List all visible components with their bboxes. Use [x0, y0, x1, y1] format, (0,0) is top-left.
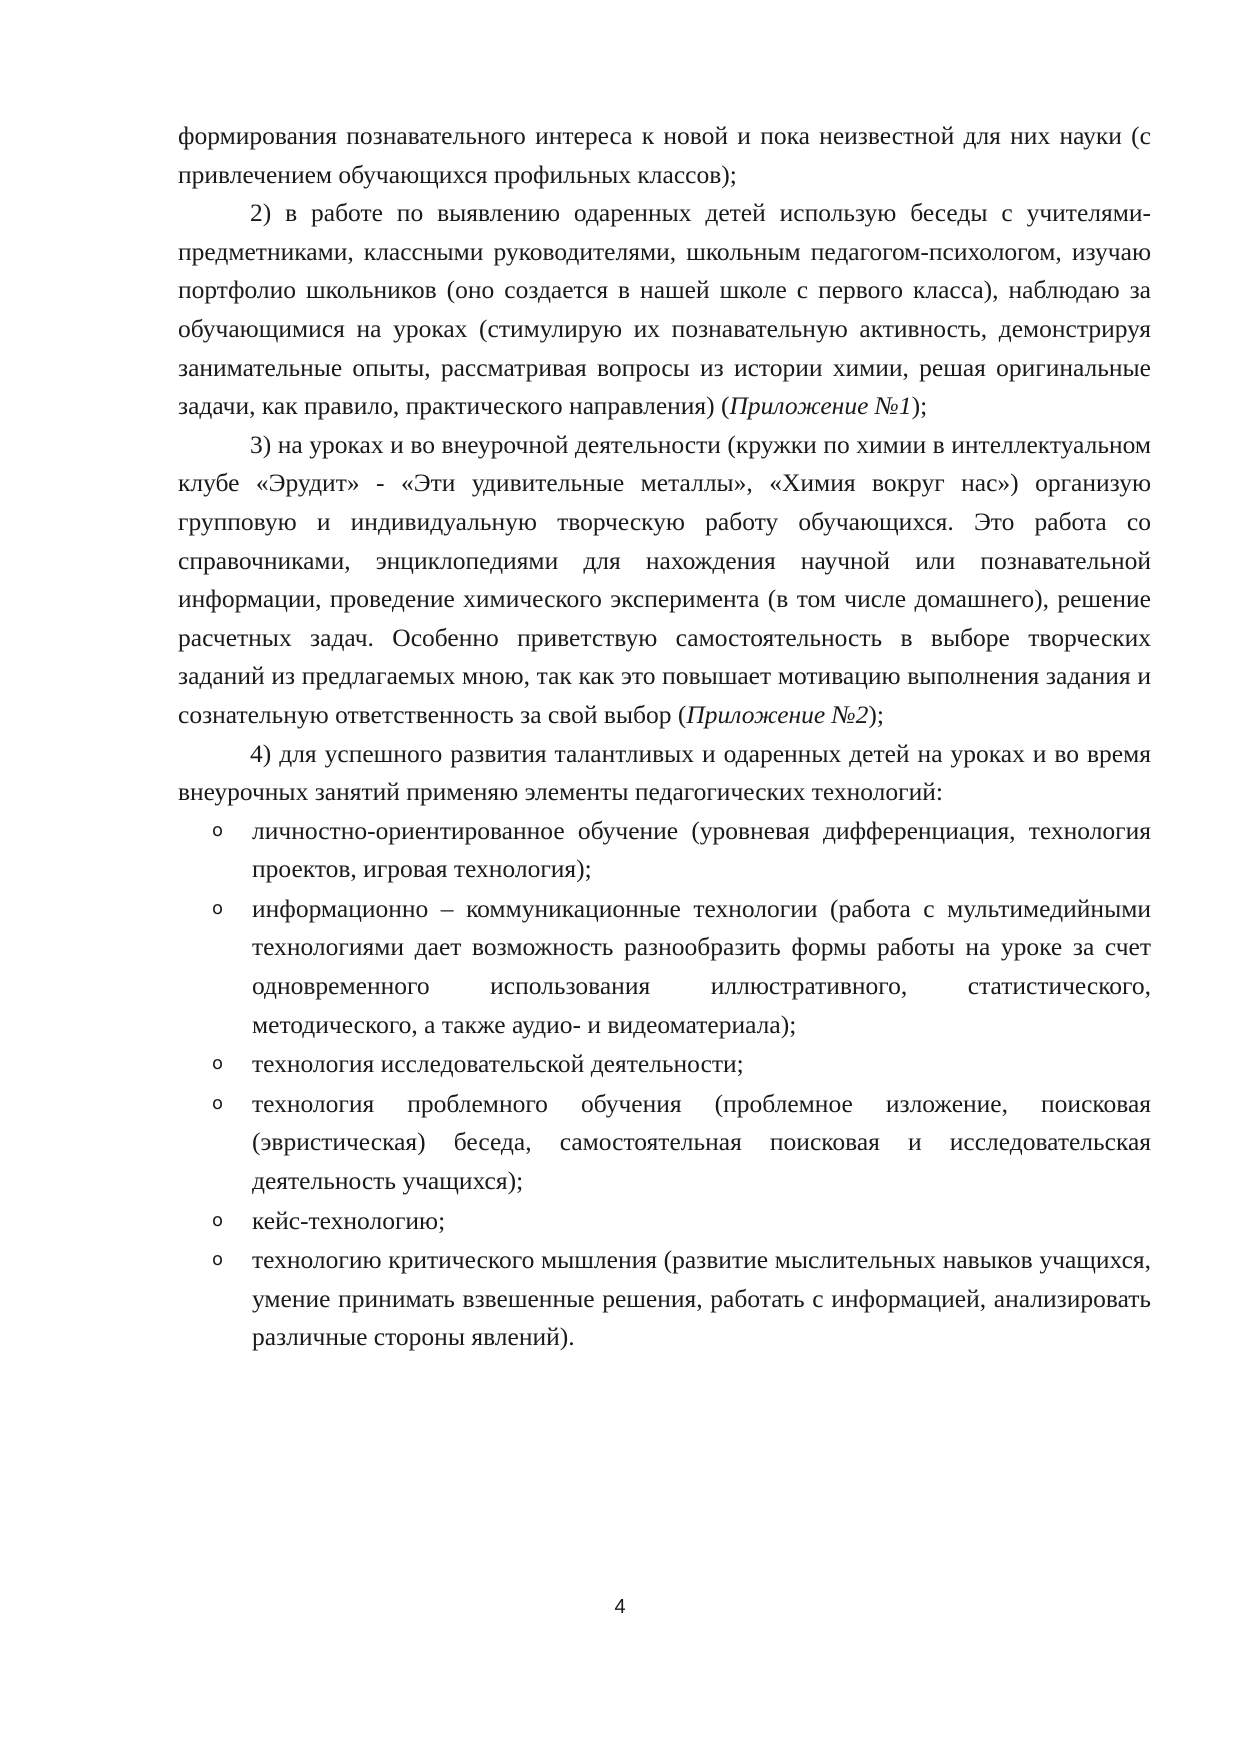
list-item-text: технология проблемного обучения (проблемное изложение, поисковая (эвристическая) беседа, самостоятельная поисковая и исследовательская деятельность учащихся); [252, 1088, 1151, 1196]
list-item [178, 1241, 1151, 1357]
circle-bullet-icon: o [212, 1092, 224, 1114]
list-item-text: информационно – коммуникационные технологии (работа с мультимедийными технологиями дает возможность разнообразить формы работы на уроке за счет одновременного использования иллюстративного, статистического, методического, а также аудио- и видеоматериала); [252, 893, 1151, 1039]
list-item-text: технологию критического мышления (развитие мыслительных навыков учащихся, умение принимать взвешенные решения, работать с информацией, анализировать различные стороны явлений). [252, 1245, 1151, 1352]
circle-bullet-icon: o [212, 1209, 224, 1231]
paragraph-item-4 [178, 735, 1151, 812]
paragraph-item-2 [178, 194, 1151, 426]
list-item [178, 1085, 1151, 1201]
list-item-text: кейс-технологию; [252, 1205, 446, 1235]
circle-bullet-icon: o [212, 1053, 224, 1075]
list-item-text: технология исследовательской деятельности; [252, 1049, 744, 1079]
paragraph-text-end: ); [911, 391, 928, 421]
paragraph-continuation [178, 117, 1151, 194]
list-item [178, 890, 1151, 1044]
appendix-reference-2: Приложение №2 [686, 699, 869, 729]
paragraph-text: 4) для успешного развития талантливых и одаренных детей на уроках и во время внеурочных занятий применяю элементы педагогических технологий: [178, 738, 1151, 807]
list-item-text: личностно-ориентированное обучение (уровневая дифференциация, технология проектов, игровая технология); [252, 815, 1151, 884]
circle-bullet-icon: o [212, 819, 224, 841]
appendix-reference-1: Приложение №1 [729, 391, 912, 421]
technologies-list [178, 812, 1151, 1357]
paragraph-text-end: ); [868, 699, 884, 729]
paragraph-text: формирования познавательного интереса к новой и пока неизвестной для них науки (с привлечением обучающихся профильных классов); [178, 121, 1151, 189]
page-body [178, 117, 1151, 1358]
list-item [178, 1202, 1151, 1241]
paragraph-item-3 [178, 426, 1151, 735]
list-item [178, 812, 1151, 889]
circle-bullet-icon: o [212, 1249, 224, 1271]
page-number: 4 [614, 1596, 626, 1618]
paragraph-text: 2) в работе по выявлению одаренных детей использую беседы с учителями-предметниками, классными руководителями, школьным педагогом-психологом, изучаю портфолио школьников (оно создается в нашей школе с первого класса), наблюдаю за обучающимися на уроках (стимулирую их познавательную активность, демонстрируя занимательные опыты, рассматривая вопросы из истории химии, решая оригинальные задачи, как правило, практического направления) ( [178, 198, 1151, 421]
list-item [178, 1045, 1151, 1084]
circle-bullet-icon: o [212, 897, 224, 919]
paragraph-text: 3) на уроках и во внеурочной деятельности (кружки по химии в интеллектуальном клубе «Эрудит» - «Эти удивительные металлы», «Химия вокруг нас») организую групповую и индивидуальную творческую работу обучающихся. Это работа со справочниками, энциклопедиями для нахождения научной или познавательной информации, проведение химического эксперимента (в том числе домашнего), решение расчетных задач. Особенно приветствую самостоятельность в выборе творческих заданий из предлагаемых мною, так как это повышает мотивацию выполнения задания и сознательную ответственность за свой выбор ( [178, 429, 1151, 729]
